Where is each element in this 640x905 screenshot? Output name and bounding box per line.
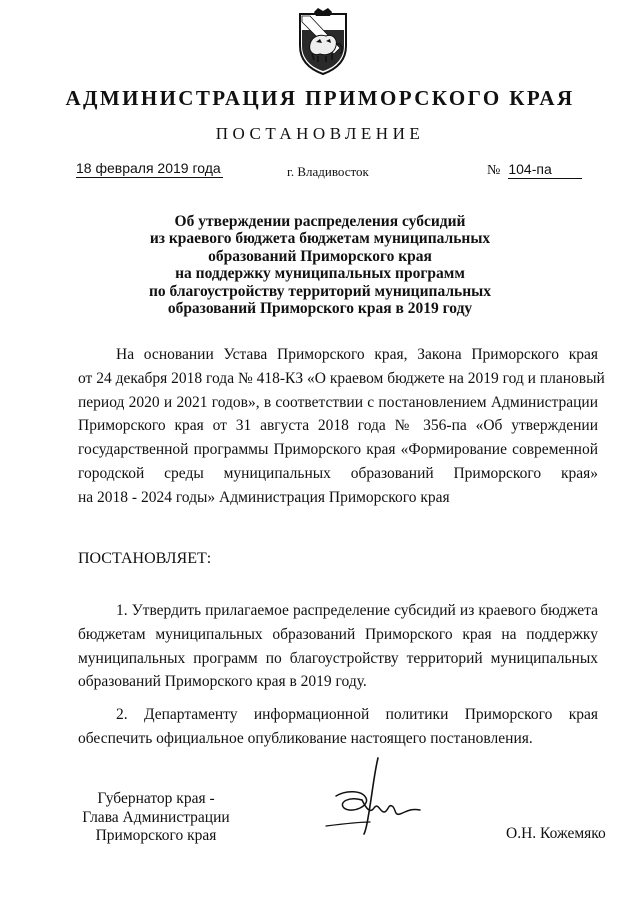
title-line: по благоустройству территорий муниципальных bbox=[148, 282, 492, 300]
resolves-heading: ПОСТАНОВЛЯЕТ: bbox=[78, 550, 212, 567]
document-title bbox=[100, 213, 540, 317]
paragraph-line: период 2020 и 2021 годов», в соответствии с постановлением Администрации bbox=[78, 393, 598, 411]
paragraph-line: образований Приморского края в 2019 году. bbox=[78, 673, 367, 691]
position-line: Приморского края bbox=[95, 827, 217, 845]
paragraph-line: городской среды муниципальных образований Приморского края» bbox=[78, 464, 598, 482]
paragraph-line: 2. Департаменту информационной политики Приморского края bbox=[116, 706, 598, 723]
handwritten-signature bbox=[322, 756, 422, 838]
position-line: Губернатор края - bbox=[97, 790, 215, 807]
organization-name: АДМИНИСТРАЦИЯ ПРИМОРСКОГО КРАЯ bbox=[65, 86, 575, 110]
paragraph-line: бюджетам муниципальных образований Приморского края на поддержку bbox=[78, 625, 598, 643]
title-line: Об утверждении распределения субсидий bbox=[174, 213, 466, 230]
document-number-label: № bbox=[487, 163, 501, 178]
preamble-paragraph bbox=[78, 343, 605, 510]
title-line: на поддержку муниципальных программ bbox=[175, 265, 465, 283]
paragraph-line: государственной программы Приморского края «Формирование современной bbox=[78, 441, 598, 459]
document-number: 104-па bbox=[508, 161, 582, 179]
paragraph-line: на 2018 - 2024 годы» Администрация Приморского края bbox=[78, 488, 450, 506]
paragraph-line: На основании Устава Приморского края, Закона Приморского края bbox=[116, 346, 598, 363]
paragraph-line: Приморского края от 31 августа 2018 года № 356-па «Об утверждении bbox=[78, 417, 598, 435]
paragraph-line: 1. Утвердить прилагаемое распределение субсидий из краевого бюджета bbox=[116, 602, 598, 619]
document-date: 18 февраля 2019 года bbox=[76, 160, 221, 176]
item-2-paragraph bbox=[78, 703, 598, 751]
title-line: из краевого бюджета бюджетам муниципальных bbox=[149, 230, 491, 248]
primorsky-coat-of-arms-icon bbox=[296, 8, 350, 76]
document-number-block bbox=[487, 161, 582, 179]
signatory-name: О.Н. Кожемяко bbox=[506, 825, 606, 842]
paragraph-line: муниципальных программ по благоустройству территорий муниципальных bbox=[78, 649, 598, 667]
title-line: образований Приморского края bbox=[208, 247, 432, 265]
paragraph-line: обеспечить официальное опубликование настоящего постановления. bbox=[78, 729, 533, 747]
paragraph-line: от 24 декабря 2018 года № 418-КЗ «О краевом бюджете на 2019 год и плановый bbox=[78, 369, 605, 387]
document-city: г. Владивосток bbox=[287, 164, 369, 179]
item-1-paragraph bbox=[78, 599, 598, 694]
signatory-position bbox=[76, 790, 236, 846]
position-line: Глава Администрации bbox=[82, 808, 230, 826]
title-line: образований Приморского края в 2019 году bbox=[167, 300, 473, 318]
document-type: ПОСТАНОВЛЕНИЕ bbox=[215, 124, 425, 143]
